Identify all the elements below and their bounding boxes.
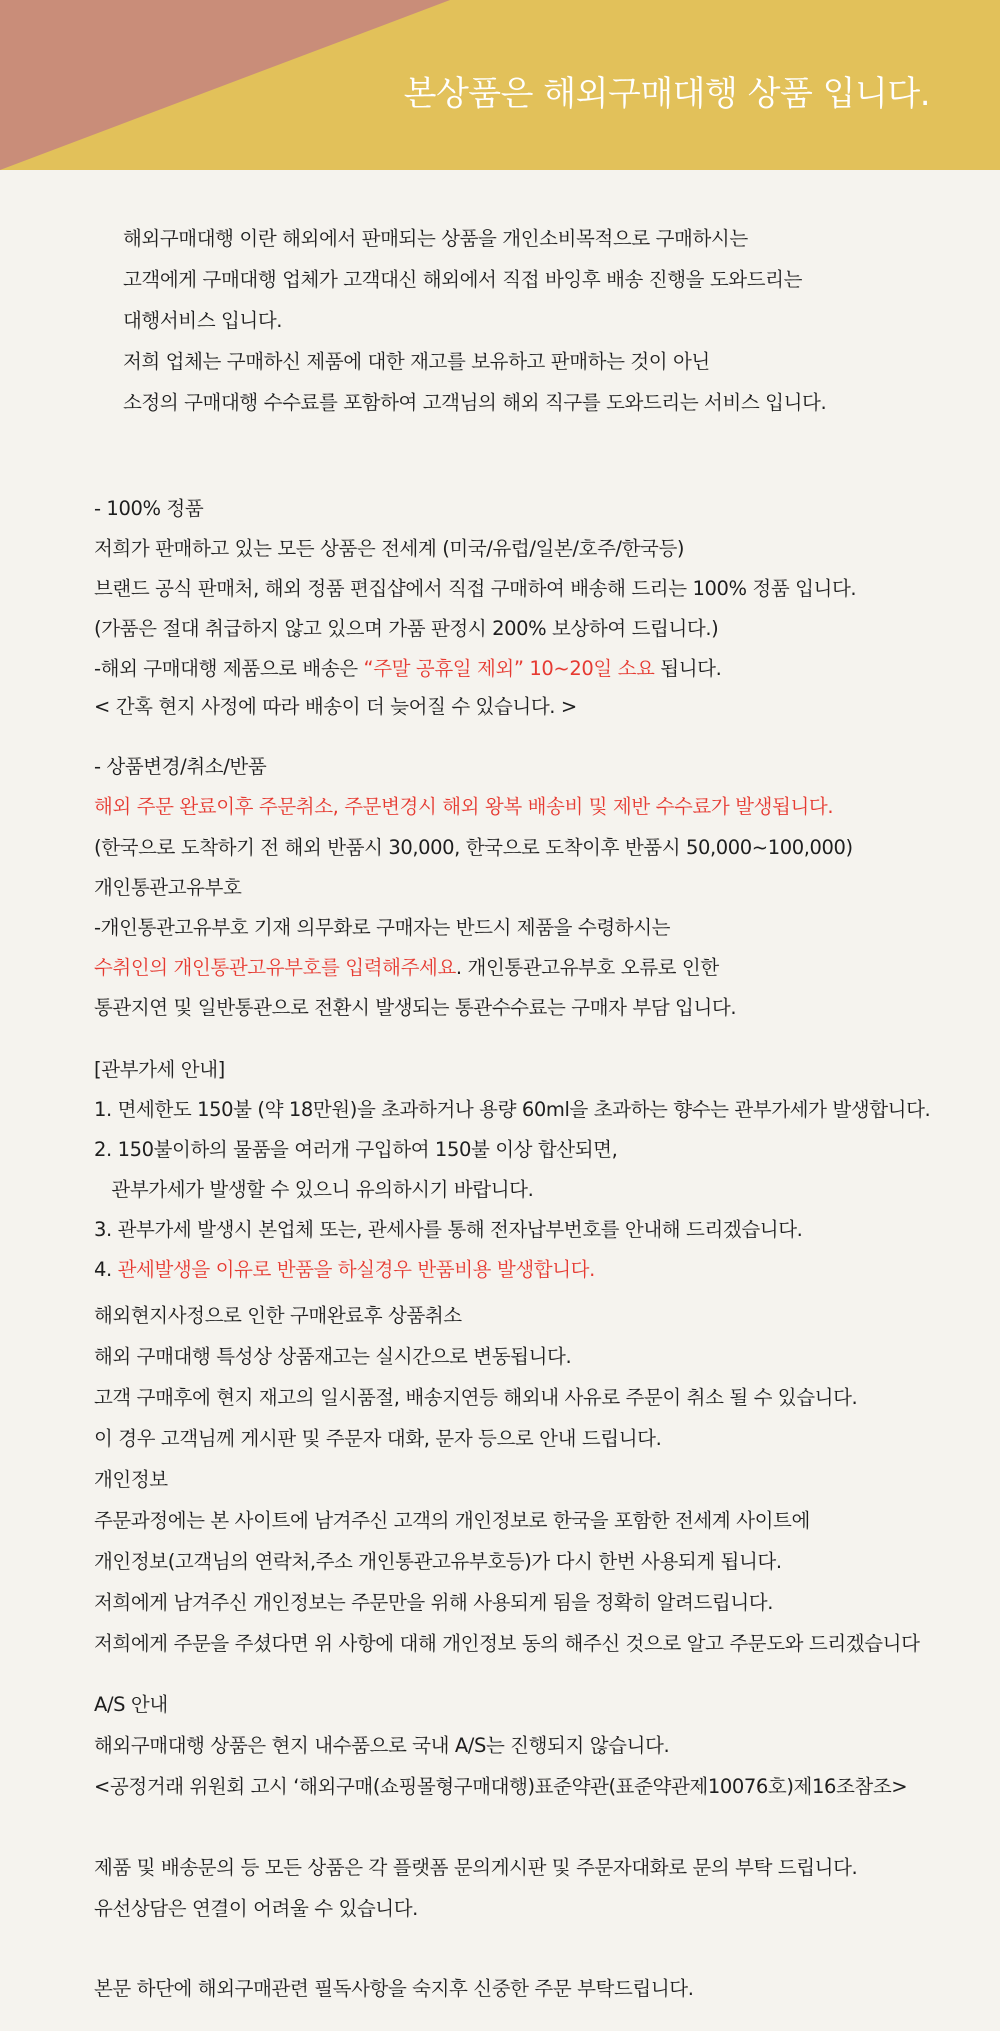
customs-line: 통관지연 및 일반통관으로 전환시 발생되는 통관수수료는 구매자 부담 입니다. xyxy=(94,996,737,1019)
rose-triangle xyxy=(0,0,450,170)
cancel-line: 고객 구매후에 현지 재고의 일시품절, 배송지연등 해외내 사유로 주문이 취소 될 수 있습니다. xyxy=(94,1386,858,1409)
header-banner xyxy=(0,0,1000,170)
privacy-line: 저희에게 주문을 주셨다면 위 사항에 대해 개인정보 동의 해주신 것으로 알고 주문도와 드리겠습니다 xyxy=(94,1632,920,1655)
cancel-line: 이 경우 고객님께 게시판 및 주문자 대화, 문자 등으로 안내 드립니다. xyxy=(94,1427,662,1450)
shipping-prefix: -해외 구매대행 제품으로 배송은 xyxy=(94,657,364,680)
banner-title: 본상품은 해외구매대행 상품 입니다. xyxy=(403,74,930,114)
genuine-heading: - 100% 정품 xyxy=(94,497,204,520)
cancel-line: 해외현지사정으로 인한 구매완료후 상품취소 xyxy=(94,1304,462,1327)
genuine-line: 저희가 판매하고 있는 모든 상품은 전세계 (미국/유럽/일본/호주/한국등) xyxy=(94,537,685,560)
shipping-highlight: “주말 공휴일 제외” 10~20일 소요 xyxy=(363,657,655,680)
cancel-line: 해외 구매대행 특성상 상품재고는 실시간으로 변동됩니다. xyxy=(94,1345,572,1368)
contact-line: 유선상담은 연결이 어려울 수 있습니다. xyxy=(94,1897,418,1920)
tax-item: 2. 150불이하의 물품을 여러개 구입하여 150불 이상 합산되면, xyxy=(94,1138,618,1161)
contact-line: 제품 및 배송문의 등 모든 상품은 각 플랫폼 문의게시판 및 주문자대화로 문의 부탁 드립니다. xyxy=(94,1856,858,1879)
customs-title: 개인통관고유부호 xyxy=(94,876,242,899)
intro-line: 고객에게 구매대행 업체가 고객대신 해외에서 직접 바잉후 배송 진행을 도와드리는 xyxy=(123,268,803,291)
intro-line: 소정의 구매대행 수수료를 포함하여 고객님의 해외 직구를 도와드리는 서비스 입니다. xyxy=(123,391,827,414)
tax-item-number: 4. xyxy=(94,1258,118,1281)
as-line: A/S 안내 xyxy=(94,1693,168,1716)
privacy-line: 저희에게 남겨주신 개인정보는 주문만을 위해 사용되게 됨을 정확히 알려드립니다. xyxy=(94,1591,774,1614)
footer-note: 본문 하단에 해외구매관련 필독사항을 숙지후 신중한 주문 부탁드립니다. xyxy=(94,1977,694,2000)
privacy-line: 주문과정에는 본 사이트에 남겨주신 고객의 개인정보로 한국을 포함한 전세계 사이트에 xyxy=(94,1509,810,1532)
customs-line: -개인통관고유부호 기재 의무화로 구매자는 반드시 제품을 수령하시는 xyxy=(94,916,671,939)
tax-item-warning: 관세발생을 이유로 반품을 하실경우 반품비용 발생합니다. xyxy=(117,1258,595,1281)
as-line: <공정거래 위원회 고시 ‘해외구매(쇼핑몰형구매대행)표준약관(표준약관제10076호)제16조참조> xyxy=(94,1775,908,1798)
genuine-line: (가품은 절대 취급하지 않고 있으며 가품 판정시 200% 보상하여 드립니다.) xyxy=(94,617,719,640)
delay-note: < 간혹 현지 사정에 따라 배송이 더 늦어질 수 있습니다. > xyxy=(94,695,577,718)
privacy-line: 개인정보 xyxy=(94,1468,168,1491)
shipping-suffix: 됩니다. xyxy=(654,657,722,680)
shipping-note xyxy=(94,656,721,682)
intro-line: 대행서비스 입니다. xyxy=(123,309,283,332)
intro-line: 저희 업체는 구매하신 제품에 대한 재고를 보유하고 판매하는 것이 아닌 xyxy=(123,350,710,373)
customs-rest: . 개인통관고유부호 오류로 인한 xyxy=(455,956,719,979)
as-line: 해외구매대행 상품은 현지 내수품으로 국내 A/S는 진행되지 않습니다. xyxy=(94,1734,670,1757)
privacy-line: 개인정보(고객님의 연락처,주소 개인통관고유부호등)가 다시 한번 사용되게 됩니다. xyxy=(94,1550,782,1573)
intro-line: 해외구매대행 이란 해외에서 판매되는 상품을 개인소비목적으로 구매하시는 xyxy=(123,227,748,250)
tax-item: 1. 면세한도 150불 (약 18만원)을 초과하거나 용량 60ml을 초과하는 향수는 관부가세가 발생합니다. xyxy=(94,1098,931,1121)
fee-note: (한국으로 도착하기 전 해외 반품시 30,000, 한국으로 도착이후 반품시 50,000~100,000) xyxy=(94,836,853,859)
change-warning: 해외 주문 완료이후 주문취소, 주문변경시 해외 왕복 배송비 및 제반 수수료가 발생됩니다. xyxy=(94,795,834,818)
genuine-line: 브랜드 공식 판매처, 해외 정품 편집샵에서 직접 구매하여 배송해 드리는 100% 정품 입니다. xyxy=(94,577,857,600)
customs-highlight: 수취인의 개인통관고유부호를 입력해주세요 xyxy=(94,956,456,979)
tax-item xyxy=(94,1257,595,1283)
tax-heading: [관부가세 안내] xyxy=(94,1058,225,1081)
tax-item: 관부가세가 발생할 수 있으니 유의하시기 바랍니다. xyxy=(94,1178,534,1201)
customs-line xyxy=(94,955,719,981)
change-heading: - 상품변경/취소/반품 xyxy=(94,755,267,778)
tax-item: 3. 관부가세 발생시 본업체 또는, 관세사를 통해 전자납부번호를 안내해 드리겠습니다. xyxy=(94,1218,803,1241)
